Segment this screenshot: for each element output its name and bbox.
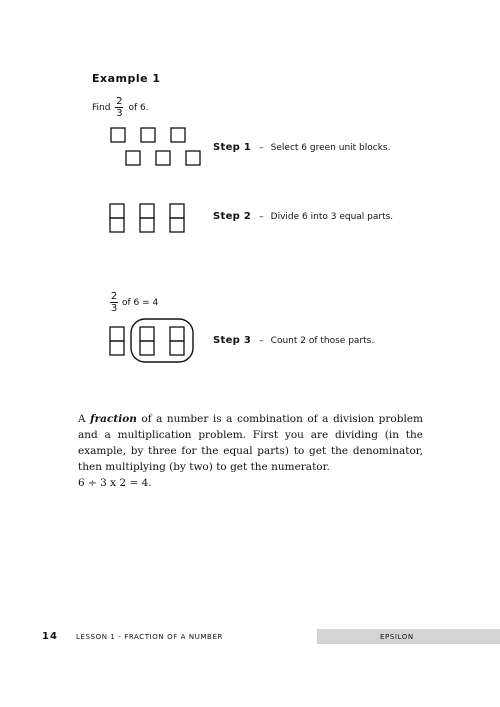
find-prefix: Find xyxy=(92,102,111,113)
unit-block xyxy=(170,327,184,341)
unit-block xyxy=(110,204,124,218)
step-dash: – xyxy=(259,143,264,153)
step1-unit-blocks xyxy=(111,128,200,165)
example-heading: Example 1 xyxy=(92,72,161,85)
paragraph-body: of a number is a combination of a division problem and a multiplication problem. First you are dividing (in the example, by three for the equal parts) to get the denominator, then multiplying (by two) to get the numerator. xyxy=(78,413,423,473)
unit-block xyxy=(110,327,124,341)
unit-block xyxy=(140,327,154,341)
unit-block xyxy=(126,151,140,165)
paragraph-equation: 6 ÷ 3 x 2 = 4. xyxy=(78,477,152,489)
step-label: Step 2 xyxy=(213,211,252,222)
find-suffix: of 6. xyxy=(128,102,149,113)
unit-block xyxy=(111,128,125,142)
unit-block xyxy=(156,151,170,165)
explanation-paragraph xyxy=(78,411,423,491)
paragraph-lead: A xyxy=(78,413,86,425)
unit-block xyxy=(140,341,154,355)
series-name: EPSILON xyxy=(380,633,414,641)
fraction-denominator: 3 xyxy=(116,108,123,119)
unit-block xyxy=(140,204,154,218)
result-equation xyxy=(110,291,158,314)
unit-block xyxy=(186,151,200,165)
fraction-two-thirds xyxy=(110,291,118,314)
paragraph-term: fraction xyxy=(90,413,137,425)
lesson-title: LESSON 1 - FRACTION OF A NUMBER xyxy=(76,633,223,641)
fraction-numerator: 2 xyxy=(116,96,123,107)
step3-counted-blocks xyxy=(110,319,193,362)
fraction-denominator: 3 xyxy=(110,303,118,314)
unit-block xyxy=(170,341,184,355)
unit-block xyxy=(140,218,154,232)
fraction-numerator: 2 xyxy=(110,291,118,302)
unit-block xyxy=(170,204,184,218)
step-label: Step 1 xyxy=(213,142,252,153)
result-text: of 6 = 4 xyxy=(122,297,159,308)
step2-grouped-blocks xyxy=(110,204,184,232)
unit-block xyxy=(110,218,124,232)
unit-block xyxy=(171,128,185,142)
step-2 xyxy=(213,211,393,222)
step-label: Step 3 xyxy=(213,335,252,346)
step-dash: – xyxy=(259,212,264,222)
step-1 xyxy=(213,142,390,153)
page-footer xyxy=(0,629,500,645)
step-dash: – xyxy=(259,336,264,346)
unit-block xyxy=(110,341,124,355)
unit-block xyxy=(170,218,184,232)
step-text: Divide 6 into 3 equal parts. xyxy=(270,212,394,222)
unit-block xyxy=(141,128,155,142)
page-number: 14 xyxy=(42,631,58,642)
step-3 xyxy=(213,335,374,346)
step-text: Count 2 of those parts. xyxy=(270,336,375,346)
step-text: Select 6 green unit blocks. xyxy=(270,143,391,153)
